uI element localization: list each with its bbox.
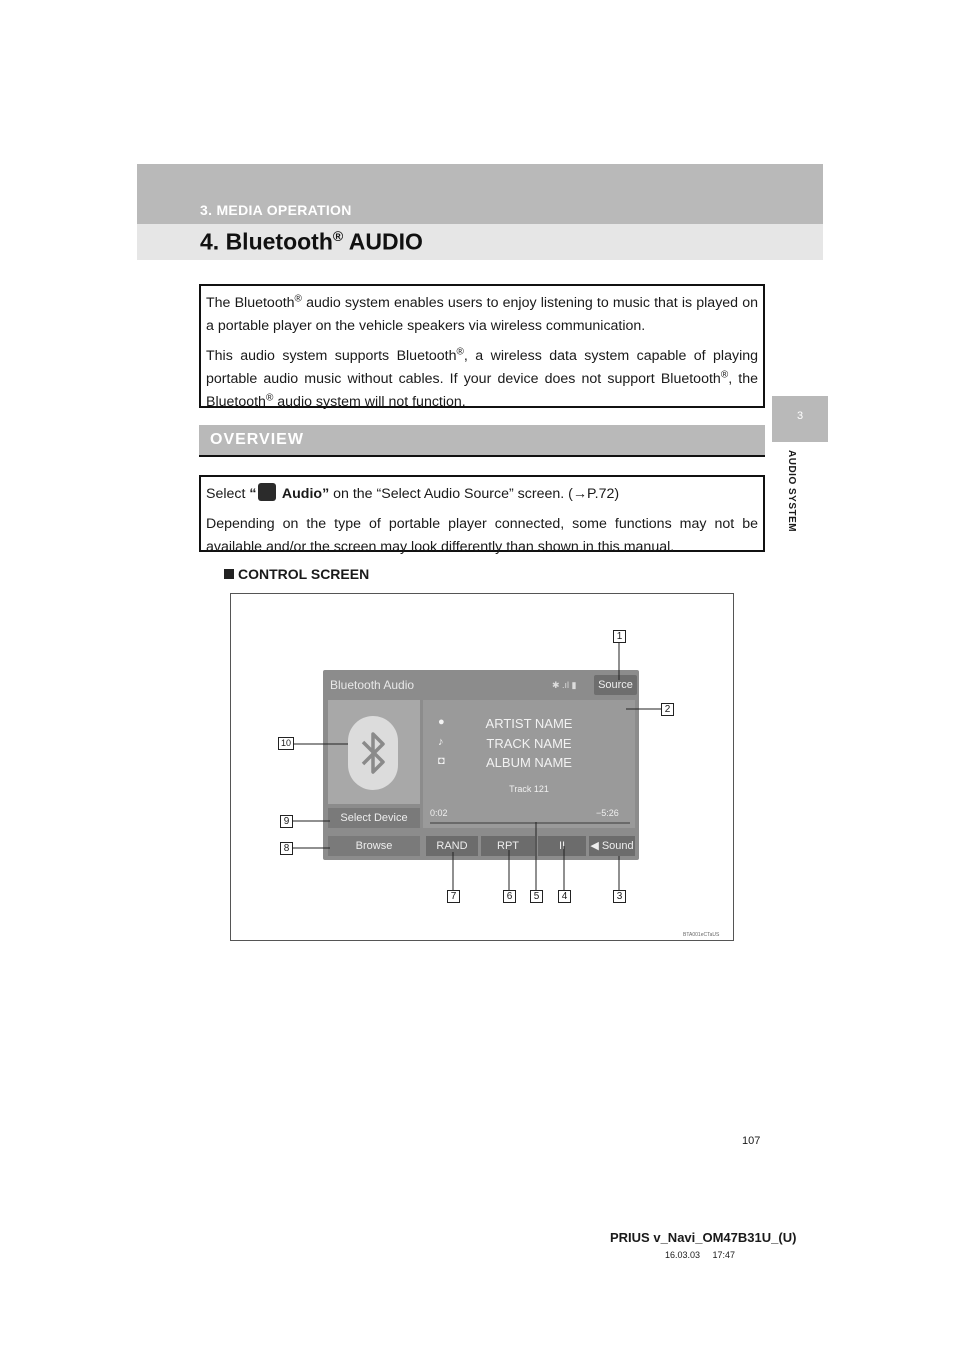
page-number: 107 [742,1135,761,1147]
callout-4: 4 [558,890,571,903]
status-icons: ✱ .ıl ▮ [552,680,577,690]
pause-button[interactable]: II [538,836,586,856]
overview-heading: OVERVIEW [199,425,765,457]
music-note-icon: ♪ [438,736,444,748]
artist-row: ● ARTIST NAME [438,716,573,731]
select-device-button[interactable]: Select Device [328,808,420,828]
browse-button[interactable]: Browse [328,836,420,856]
track-number: Track 121 [509,784,549,794]
elapsed-time: 0:02 [430,808,448,818]
callout-6: 6 [503,890,516,903]
callout-10: 10 [278,737,294,750]
chapter-number: 3 [796,410,804,422]
random-button[interactable]: RAND [426,836,478,856]
intro-paragraph-1: The Bluetooth® audio system enables users to enjoy listening to music that is played on a portable player on the vehicle speakers via wireless communication. [206,293,758,334]
control-screen-heading: CONTROL SCREEN [224,566,369,582]
callout-5: 5 [530,890,543,903]
callout-2: 2 [661,703,674,716]
page-title: 4. Bluetooth® AUDIO [200,228,423,255]
intro-paragraph-2: This audio system supports Bluetooth®, a wireless data system capable of playing portable audio music without cables. If your device does not support Bluetooth®, the Bluetooth® audio system will not function. [206,346,758,410]
figure-code: BTA001eCTaUS [683,932,720,938]
remaining-time: −5:26 [596,808,619,818]
chapter-label: AUDIO SYSTEM [786,450,797,533]
disc-icon: ◘ [438,755,445,767]
album-row: ◘ ALBUM NAME [438,755,572,770]
repeat-button[interactable]: RPT [481,836,535,856]
callout-7: 7 [447,890,460,903]
callout-1: 1 [613,630,626,643]
source-button[interactable]: Source [594,675,637,695]
track-row: ♪ TRACK NAME [438,736,572,751]
screen-title: Bluetooth Audio [330,678,415,692]
sound-button[interactable]: ◀ Sound [589,836,635,856]
callout-3: 3 [613,890,626,903]
print-stamp: 16.03.03 17:47 [665,1250,736,1260]
select-instruction: Select “ Audio” on the “Select Audio Source” screen. (→P.72) [206,483,758,506]
callout-8: 8 [280,842,293,855]
document-id: PRIUS v_Navi_OM47B31U_(U) [610,1230,797,1245]
device-note: Depending on the type of portable player connected, some functions may not be available and/or the screen may look differently than shown in this manual. [206,516,758,555]
callout-9: 9 [280,815,293,828]
section-label: 3. MEDIA OPERATION [200,202,352,218]
person-icon: ● [438,716,445,728]
